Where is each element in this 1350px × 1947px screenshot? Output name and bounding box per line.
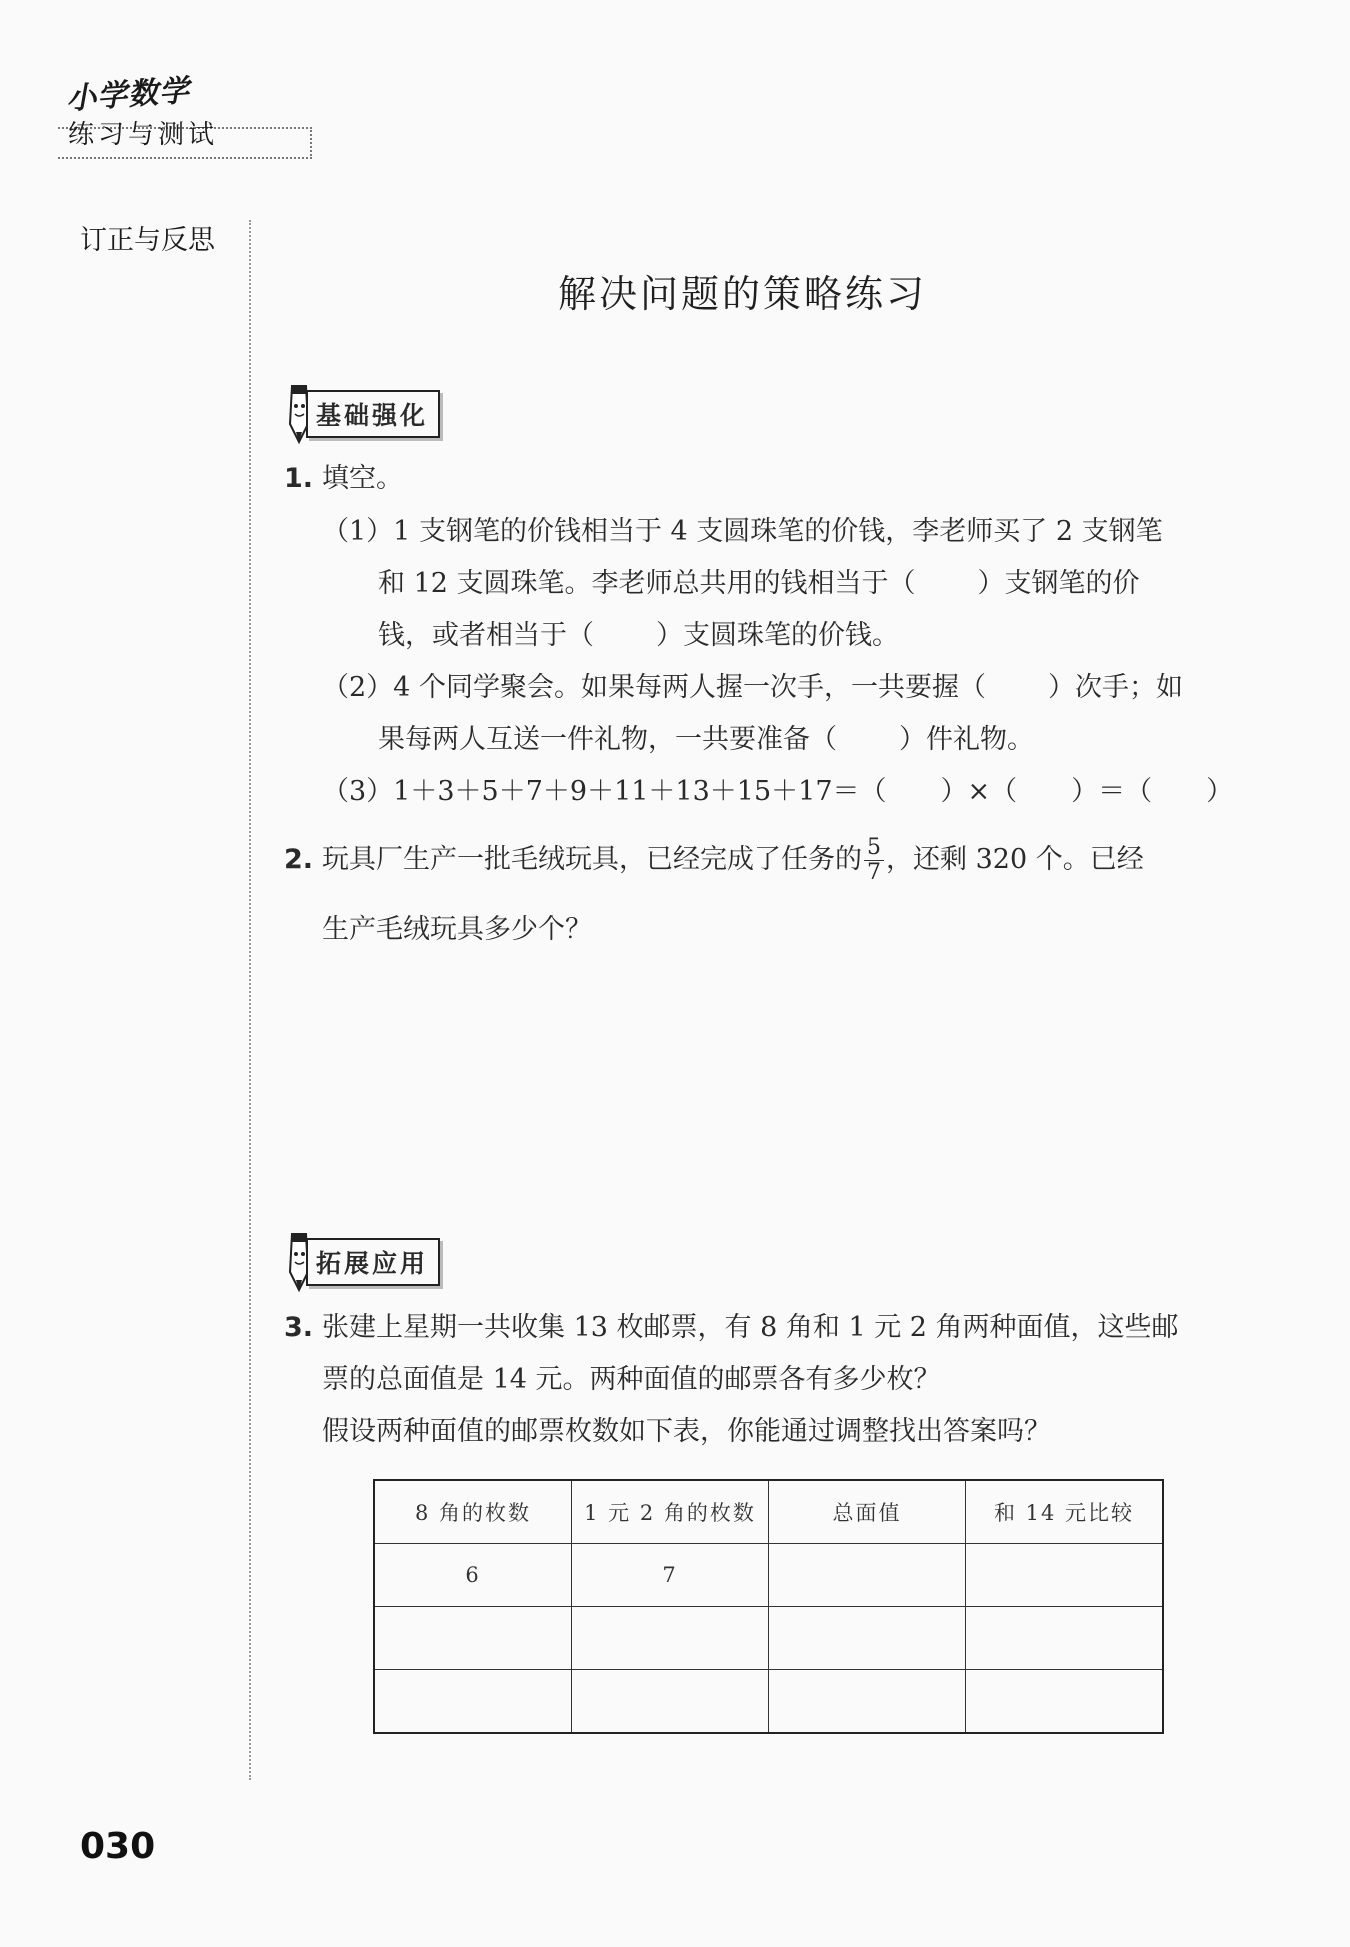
table-cell[interactable] [769, 1607, 966, 1670]
table-header-row [374, 1480, 1163, 1544]
q1-part1-line3 [378, 610, 899, 662]
section-header-basic [286, 384, 440, 444]
text-segment: ）支钢笔的价 [977, 568, 1140, 599]
table-cell[interactable] [966, 1607, 1164, 1670]
question-3-line3: 假设两种面值的邮票枚数如下表，你能通过调整找出答案吗？ [322, 1416, 1051, 1447]
q2-answer-space[interactable] [322, 980, 1202, 1200]
q1-part1-line1: （1）1 支钢笔的价钱相当于 4 支圆珠笔的价钱，李老师买了 2 支钢笔 [322, 516, 1163, 547]
text-segment: 和 12 支圆珠笔。李老师总共用的钱相当于（ [378, 568, 916, 599]
question-1-stem [284, 453, 403, 505]
question-number: 2. [284, 844, 314, 875]
table-cell[interactable] [769, 1670, 966, 1734]
question-number: 1. [284, 463, 314, 494]
question-2-line1 [284, 834, 1144, 886]
brand-title: 小学数学 [65, 73, 192, 117]
text-segment: 玩具厂生产一批毛绒玩具，已经完成了任务的 [322, 844, 862, 875]
margin-label: 订正与反思 [80, 225, 215, 256]
table-cell[interactable] [374, 1670, 572, 1734]
text-segment: 果每两人互送一件礼物，一共要准备（ [378, 724, 837, 755]
margin-divider [249, 220, 251, 1780]
text-segment: 钱，或者相当于（ [378, 620, 594, 651]
question-2-line2: 生产毛绒玩具多少个？ [322, 914, 592, 945]
table-row [374, 1607, 1163, 1670]
text-segment: ）件礼物。 [899, 724, 1034, 755]
text-segment: ）＝（ [1071, 776, 1153, 807]
section-label: 基础强化 [306, 390, 440, 438]
table-cell[interactable] [374, 1607, 572, 1670]
question-3-line2: 票的总面值是 14 元。两种面值的邮票各有多少枚？ [322, 1364, 941, 1395]
q1-part1-line2 [378, 558, 1140, 610]
text-segment: ）支圆珠笔的价钱。 [656, 620, 899, 651]
column-header: 总面值 [769, 1480, 966, 1544]
text-segment: ）×（ [940, 776, 1018, 807]
answer-table [373, 1479, 1164, 1734]
question-3-line1 [284, 1302, 1179, 1354]
q1-part3 [322, 766, 1233, 818]
q1-part2-line2 [378, 714, 1034, 766]
text-segment: ）次手；如 [1047, 672, 1183, 703]
table-cell[interactable] [572, 1607, 769, 1670]
column-header: 1 元 2 角的枚数 [572, 1480, 769, 1544]
text-segment: （2）4 个同学聚会。如果每两人握一次手，一共要握（ [322, 672, 986, 703]
text-segment: ，还剩 320 个。已经 [886, 844, 1144, 875]
fraction-numerator: 5 [864, 836, 884, 861]
table-cell[interactable] [572, 1670, 769, 1734]
table-cell[interactable] [966, 1544, 1164, 1607]
section-label: 拓展应用 [306, 1238, 440, 1286]
table-cell[interactable] [966, 1670, 1164, 1734]
table-row [374, 1544, 1163, 1607]
text-segment: （3）1＋3＋5＋7＋9＋11＋13＋15＋17＝（ [322, 776, 887, 807]
q1-part2-line1 [322, 662, 1183, 714]
page-number: 030 [80, 1826, 156, 1867]
column-header: 和 14 元比较 [966, 1480, 1164, 1544]
question-number: 3. [284, 1312, 314, 1343]
table-cell[interactable]: 7 [572, 1544, 769, 1607]
text-segment: 张建上星期一共收集 13 枚邮票，有 8 角和 1 元 2 角两种面值，这些邮 [322, 1312, 1179, 1343]
table-cell[interactable] [769, 1544, 966, 1607]
text-segment: ） [1206, 776, 1234, 807]
section-header-extension [286, 1232, 440, 1292]
table-row [374, 1670, 1163, 1734]
page-title: 解决问题的策略练习 [557, 272, 927, 316]
table-cell[interactable]: 6 [374, 1544, 572, 1607]
fraction [864, 836, 884, 885]
brand-subtitle: 练习与测试 [68, 120, 219, 150]
column-header: 8 角的枚数 [374, 1480, 572, 1544]
question-text: 填空。 [322, 463, 403, 494]
fraction-denominator: 7 [867, 860, 881, 885]
